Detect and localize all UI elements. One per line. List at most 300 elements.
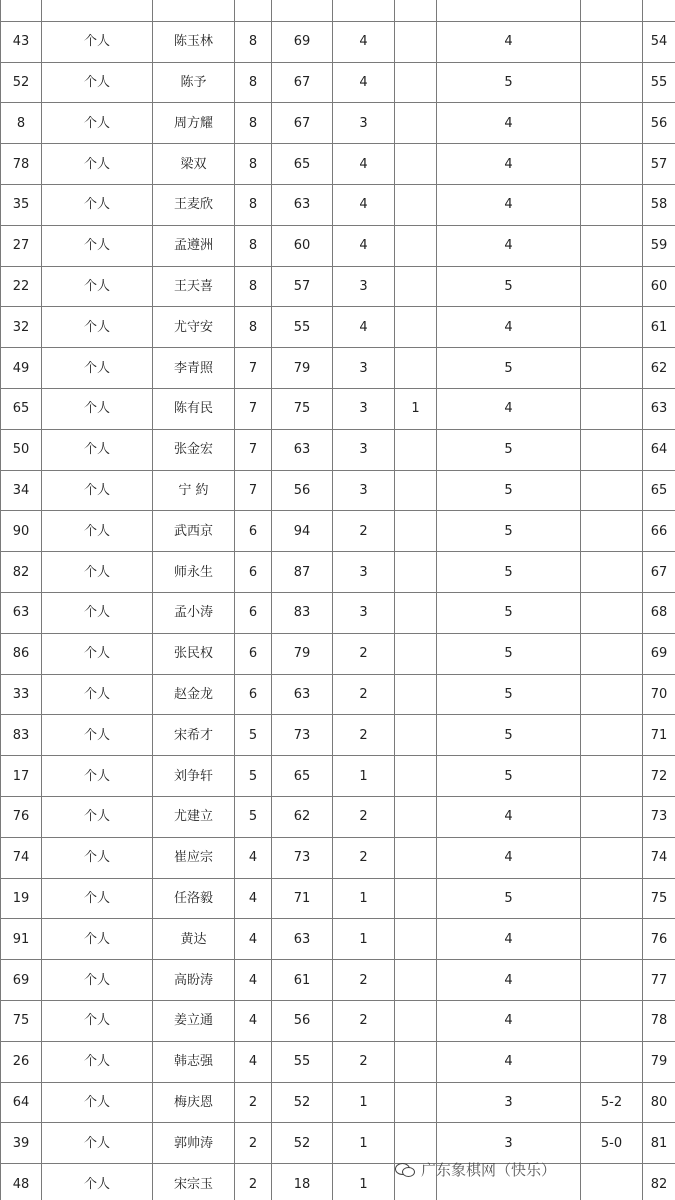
score-a-cell: 56 bbox=[272, 1000, 333, 1041]
rank-cell: 79 bbox=[643, 1041, 675, 1082]
category-cell: 个人 bbox=[42, 837, 153, 878]
score-d-cell: 4 bbox=[437, 796, 581, 837]
player-name-cell bbox=[153, 0, 235, 21]
points-cell: 8 bbox=[235, 62, 272, 103]
rank-cell: 77 bbox=[643, 960, 675, 1001]
category-cell: 个人 bbox=[42, 592, 153, 633]
category-cell: 个人 bbox=[42, 796, 153, 837]
player-no-cell: 50 bbox=[1, 429, 42, 470]
rank-cell: 58 bbox=[643, 184, 675, 225]
table-row bbox=[1, 756, 675, 797]
rank-cell: 71 bbox=[643, 715, 675, 756]
score-b-cell: 2 bbox=[333, 511, 395, 552]
category-cell: 个人 bbox=[42, 307, 153, 348]
rank-cell: 72 bbox=[643, 756, 675, 797]
category-cell: 个人 bbox=[42, 388, 153, 429]
score-a-cell: 55 bbox=[272, 1041, 333, 1082]
score-a-cell: 56 bbox=[272, 470, 333, 511]
player-name-cell: 陈有民 bbox=[153, 388, 235, 429]
player-name-cell: 任洛毅 bbox=[153, 878, 235, 919]
match-result-cell bbox=[581, 919, 643, 960]
score-d-cell bbox=[437, 0, 581, 21]
table-row bbox=[1, 144, 675, 185]
rank-cell: 65 bbox=[643, 470, 675, 511]
score-a-cell: 55 bbox=[272, 307, 333, 348]
points-cell: 4 bbox=[235, 837, 272, 878]
score-c-cell bbox=[395, 1123, 437, 1164]
score-d-cell: 4 bbox=[437, 960, 581, 1001]
score-d-cell: 4 bbox=[437, 1000, 581, 1041]
match-result-cell: 5-2 bbox=[581, 1082, 643, 1123]
player-no-cell: 52 bbox=[1, 62, 42, 103]
player-name-cell: 宋宗玉 bbox=[153, 1164, 235, 1200]
player-no-cell: 35 bbox=[1, 184, 42, 225]
player-name-cell: 周方耀 bbox=[153, 103, 235, 144]
category-cell: 个人 bbox=[42, 715, 153, 756]
score-b-cell: 2 bbox=[333, 674, 395, 715]
score-c-cell bbox=[395, 1041, 437, 1082]
score-b-cell: 3 bbox=[333, 470, 395, 511]
match-result-cell bbox=[581, 470, 643, 511]
table-row bbox=[1, 1082, 675, 1123]
score-a-cell: 87 bbox=[272, 552, 333, 593]
score-c-cell bbox=[395, 919, 437, 960]
score-a-cell: 94 bbox=[272, 511, 333, 552]
score-d-cell: 5 bbox=[437, 633, 581, 674]
table-row bbox=[1, 592, 675, 633]
score-b-cell: 3 bbox=[333, 552, 395, 593]
player-no-cell: 33 bbox=[1, 674, 42, 715]
player-no-cell: 32 bbox=[1, 307, 42, 348]
player-no-cell: 69 bbox=[1, 960, 42, 1001]
score-a-cell: 18 bbox=[272, 1164, 333, 1200]
score-c-cell bbox=[395, 796, 437, 837]
match-result-cell bbox=[581, 592, 643, 633]
score-d-cell: 5 bbox=[437, 715, 581, 756]
category-cell: 个人 bbox=[42, 756, 153, 797]
player-name-cell: 梁双 bbox=[153, 144, 235, 185]
score-b-cell: 4 bbox=[333, 62, 395, 103]
rank-cell: 76 bbox=[643, 919, 675, 960]
rank-cell: 66 bbox=[643, 511, 675, 552]
score-a-cell: 67 bbox=[272, 103, 333, 144]
player-no-cell: 82 bbox=[1, 552, 42, 593]
player-no-cell: 22 bbox=[1, 266, 42, 307]
score-d-cell: 5 bbox=[437, 266, 581, 307]
match-result-cell bbox=[581, 0, 643, 21]
points-cell: 7 bbox=[235, 470, 272, 511]
score-a-cell: 79 bbox=[272, 348, 333, 389]
match-result-cell bbox=[581, 1164, 643, 1200]
rank-cell: 67 bbox=[643, 552, 675, 593]
score-a-cell: 79 bbox=[272, 633, 333, 674]
player-name-cell: 姜立通 bbox=[153, 1000, 235, 1041]
points-cell: 2 bbox=[235, 1123, 272, 1164]
table-row bbox=[1, 225, 675, 266]
table-row bbox=[1, 388, 675, 429]
table-row bbox=[1, 960, 675, 1001]
points-cell: 8 bbox=[235, 21, 272, 62]
points-cell: 2 bbox=[235, 1082, 272, 1123]
score-c-cell bbox=[395, 266, 437, 307]
score-c-cell bbox=[395, 552, 437, 593]
score-c-cell bbox=[395, 225, 437, 266]
score-d-cell: 5 bbox=[437, 552, 581, 593]
player-name-cell: 黄达 bbox=[153, 919, 235, 960]
score-a-cell: 57 bbox=[272, 266, 333, 307]
category-cell: 个人 bbox=[42, 21, 153, 62]
match-result-cell bbox=[581, 633, 643, 674]
score-a-cell: 52 bbox=[272, 1082, 333, 1123]
score-b-cell: 4 bbox=[333, 225, 395, 266]
player-no-cell: 34 bbox=[1, 470, 42, 511]
watermark-text: 广东象棋网（快乐） bbox=[421, 1160, 557, 1179]
score-d-cell: 4 bbox=[437, 103, 581, 144]
table-row bbox=[1, 796, 675, 837]
score-a-cell: 63 bbox=[272, 429, 333, 470]
category-cell: 个人 bbox=[42, 1164, 153, 1200]
match-result-cell bbox=[581, 62, 643, 103]
score-c-cell bbox=[395, 103, 437, 144]
category-cell: 个人 bbox=[42, 1041, 153, 1082]
points-cell: 8 bbox=[235, 184, 272, 225]
match-result-cell bbox=[581, 184, 643, 225]
score-d-cell: 5 bbox=[437, 348, 581, 389]
rank-cell: 64 bbox=[643, 429, 675, 470]
score-a-cell: 65 bbox=[272, 756, 333, 797]
player-name-cell: 张民权 bbox=[153, 633, 235, 674]
points-cell: 4 bbox=[235, 878, 272, 919]
player-no-cell: 64 bbox=[1, 1082, 42, 1123]
table-row bbox=[1, 307, 675, 348]
category-cell: 个人 bbox=[42, 470, 153, 511]
player-no-cell: 76 bbox=[1, 796, 42, 837]
score-b-cell: 2 bbox=[333, 715, 395, 756]
points-cell: 7 bbox=[235, 348, 272, 389]
score-d-cell: 5 bbox=[437, 878, 581, 919]
points-cell: 5 bbox=[235, 756, 272, 797]
table-row bbox=[1, 470, 675, 511]
rank-cell: 59 bbox=[643, 225, 675, 266]
points-cell: 6 bbox=[235, 511, 272, 552]
match-result-cell bbox=[581, 1000, 643, 1041]
score-b-cell: 1 bbox=[333, 756, 395, 797]
points-cell: 8 bbox=[235, 144, 272, 185]
table-row bbox=[1, 21, 675, 62]
score-c-cell bbox=[395, 1164, 437, 1200]
score-b-cell: 1 bbox=[333, 1123, 395, 1164]
rank-cell bbox=[643, 0, 675, 21]
rank-cell: 74 bbox=[643, 837, 675, 878]
table-row bbox=[1, 837, 675, 878]
match-result-cell bbox=[581, 103, 643, 144]
score-d-cell bbox=[437, 1164, 581, 1200]
match-result-cell bbox=[581, 796, 643, 837]
score-b-cell bbox=[333, 0, 395, 21]
category-cell: 个人 bbox=[42, 633, 153, 674]
table-row bbox=[1, 715, 675, 756]
player-no-cell: 8 bbox=[1, 103, 42, 144]
score-d-cell: 4 bbox=[437, 1041, 581, 1082]
score-a-cell: 63 bbox=[272, 184, 333, 225]
player-no-cell: 86 bbox=[1, 633, 42, 674]
category-cell: 个人 bbox=[42, 878, 153, 919]
points-cell: 8 bbox=[235, 266, 272, 307]
score-d-cell: 3 bbox=[437, 1123, 581, 1164]
category-cell: 个人 bbox=[42, 552, 153, 593]
score-c-cell bbox=[395, 837, 437, 878]
category-cell: 个人 bbox=[42, 1000, 153, 1041]
points-cell: 8 bbox=[235, 307, 272, 348]
player-no-cell: 49 bbox=[1, 348, 42, 389]
score-a-cell: 71 bbox=[272, 878, 333, 919]
table-row bbox=[1, 1041, 675, 1082]
category-cell: 个人 bbox=[42, 144, 153, 185]
points-cell: 5 bbox=[235, 715, 272, 756]
rank-cell: 78 bbox=[643, 1000, 675, 1041]
score-b-cell: 2 bbox=[333, 960, 395, 1001]
points-cell: 7 bbox=[235, 388, 272, 429]
player-name-cell: 尤守安 bbox=[153, 307, 235, 348]
player-no-cell: 19 bbox=[1, 878, 42, 919]
category-cell: 个人 bbox=[42, 674, 153, 715]
score-d-cell: 5 bbox=[437, 674, 581, 715]
match-result-cell: 5-0 bbox=[581, 1123, 643, 1164]
player-name-cell: 陈玉林 bbox=[153, 21, 235, 62]
score-b-cell: 2 bbox=[333, 633, 395, 674]
score-c-cell bbox=[395, 756, 437, 797]
score-d-cell: 5 bbox=[437, 511, 581, 552]
player-name-cell: 李青照 bbox=[153, 348, 235, 389]
table-row bbox=[1, 1000, 675, 1041]
score-d-cell: 4 bbox=[437, 307, 581, 348]
points-cell: 6 bbox=[235, 633, 272, 674]
rank-cell: 57 bbox=[643, 144, 675, 185]
table-row bbox=[1, 674, 675, 715]
match-result-cell bbox=[581, 552, 643, 593]
score-b-cell: 1 bbox=[333, 1164, 395, 1200]
score-a-cell: 75 bbox=[272, 388, 333, 429]
player-no-cell: 83 bbox=[1, 715, 42, 756]
match-result-cell bbox=[581, 266, 643, 307]
table-row bbox=[1, 184, 675, 225]
score-c-cell: 1 bbox=[395, 388, 437, 429]
player-no-cell: 48 bbox=[1, 1164, 42, 1200]
player-no-cell: 91 bbox=[1, 919, 42, 960]
score-d-cell: 4 bbox=[437, 837, 581, 878]
match-result-cell bbox=[581, 756, 643, 797]
score-d-cell: 5 bbox=[437, 592, 581, 633]
score-c-cell bbox=[395, 592, 437, 633]
points-cell: 6 bbox=[235, 552, 272, 593]
score-a-cell: 62 bbox=[272, 796, 333, 837]
player-name-cell: 师永生 bbox=[153, 552, 235, 593]
player-no-cell: 17 bbox=[1, 756, 42, 797]
rank-cell: 54 bbox=[643, 21, 675, 62]
score-d-cell: 4 bbox=[437, 21, 581, 62]
player-name-cell: 郭帅涛 bbox=[153, 1123, 235, 1164]
player-no-cell: 65 bbox=[1, 388, 42, 429]
player-name-cell: 韩志强 bbox=[153, 1041, 235, 1082]
score-c-cell bbox=[395, 21, 437, 62]
category-cell: 个人 bbox=[42, 184, 153, 225]
player-name-cell: 王天喜 bbox=[153, 266, 235, 307]
score-c-cell bbox=[395, 348, 437, 389]
score-a-cell: 73 bbox=[272, 715, 333, 756]
category-cell: 个人 bbox=[42, 225, 153, 266]
score-a-cell: 65 bbox=[272, 144, 333, 185]
points-cell bbox=[235, 0, 272, 21]
score-c-cell bbox=[395, 184, 437, 225]
score-a-cell: 52 bbox=[272, 1123, 333, 1164]
table-row bbox=[1, 919, 675, 960]
rank-cell: 73 bbox=[643, 796, 675, 837]
player-no-cell: 39 bbox=[1, 1123, 42, 1164]
category-cell bbox=[42, 0, 153, 21]
score-c-cell bbox=[395, 470, 437, 511]
score-a-cell: 63 bbox=[272, 674, 333, 715]
category-cell: 个人 bbox=[42, 1082, 153, 1123]
player-no-cell: 27 bbox=[1, 225, 42, 266]
points-cell: 2 bbox=[235, 1164, 272, 1200]
rank-cell: 56 bbox=[643, 103, 675, 144]
score-c-cell bbox=[395, 429, 437, 470]
match-result-cell bbox=[581, 878, 643, 919]
score-a-cell: 60 bbox=[272, 225, 333, 266]
score-a-cell: 67 bbox=[272, 62, 333, 103]
player-name-cell: 宋希才 bbox=[153, 715, 235, 756]
score-b-cell: 3 bbox=[333, 348, 395, 389]
rank-cell: 62 bbox=[643, 348, 675, 389]
table-row bbox=[1, 511, 675, 552]
table-row bbox=[1, 266, 675, 307]
category-cell: 个人 bbox=[42, 266, 153, 307]
score-d-cell: 4 bbox=[437, 184, 581, 225]
score-d-cell: 4 bbox=[437, 388, 581, 429]
score-b-cell: 1 bbox=[333, 878, 395, 919]
score-b-cell: 4 bbox=[333, 144, 395, 185]
score-c-cell bbox=[395, 1082, 437, 1123]
standings-table-body bbox=[1, 0, 675, 1200]
table-row bbox=[1, 348, 675, 389]
table-row bbox=[1, 1123, 675, 1164]
score-a-cell: 69 bbox=[272, 21, 333, 62]
match-result-cell bbox=[581, 225, 643, 266]
score-d-cell: 5 bbox=[437, 429, 581, 470]
score-b-cell: 2 bbox=[333, 796, 395, 837]
player-no-cell: 26 bbox=[1, 1041, 42, 1082]
table-row bbox=[1, 1164, 675, 1200]
category-cell: 个人 bbox=[42, 960, 153, 1001]
rank-cell: 68 bbox=[643, 592, 675, 633]
score-c-cell bbox=[395, 307, 437, 348]
score-c-cell bbox=[395, 511, 437, 552]
score-c-cell bbox=[395, 62, 437, 103]
score-a-cell: 61 bbox=[272, 960, 333, 1001]
score-d-cell: 5 bbox=[437, 470, 581, 511]
player-no-cell: 90 bbox=[1, 511, 42, 552]
score-a-cell: 63 bbox=[272, 919, 333, 960]
score-c-cell bbox=[395, 960, 437, 1001]
match-result-cell bbox=[581, 307, 643, 348]
score-b-cell: 3 bbox=[333, 388, 395, 429]
player-no-cell: 43 bbox=[1, 21, 42, 62]
score-d-cell: 3 bbox=[437, 1082, 581, 1123]
category-cell: 个人 bbox=[42, 103, 153, 144]
category-cell: 个人 bbox=[42, 62, 153, 103]
points-cell: 7 bbox=[235, 429, 272, 470]
player-name-cell: 孟小涛 bbox=[153, 592, 235, 633]
score-b-cell: 2 bbox=[333, 1041, 395, 1082]
score-c-cell bbox=[395, 1000, 437, 1041]
match-result-cell bbox=[581, 21, 643, 62]
category-cell: 个人 bbox=[42, 511, 153, 552]
match-result-cell bbox=[581, 511, 643, 552]
player-name-cell: 武西京 bbox=[153, 511, 235, 552]
player-name-cell: 崔应宗 bbox=[153, 837, 235, 878]
points-cell: 4 bbox=[235, 919, 272, 960]
player-no-cell: 74 bbox=[1, 837, 42, 878]
player-name-cell: 梅庆恩 bbox=[153, 1082, 235, 1123]
table-row bbox=[1, 552, 675, 593]
score-d-cell: 5 bbox=[437, 756, 581, 797]
rank-cell: 69 bbox=[643, 633, 675, 674]
score-d-cell: 5 bbox=[437, 62, 581, 103]
points-cell: 8 bbox=[235, 225, 272, 266]
score-d-cell: 4 bbox=[437, 144, 581, 185]
player-no-cell: 75 bbox=[1, 1000, 42, 1041]
points-cell: 4 bbox=[235, 1000, 272, 1041]
score-a-cell: 73 bbox=[272, 837, 333, 878]
match-result-cell bbox=[581, 348, 643, 389]
score-b-cell: 3 bbox=[333, 266, 395, 307]
table-row bbox=[1, 62, 675, 103]
score-b-cell: 1 bbox=[333, 919, 395, 960]
category-cell: 个人 bbox=[42, 429, 153, 470]
score-b-cell: 1 bbox=[333, 1082, 395, 1123]
player-name-cell: 孟遵洲 bbox=[153, 225, 235, 266]
rank-cell: 61 bbox=[643, 307, 675, 348]
rank-cell: 63 bbox=[643, 388, 675, 429]
player-name-cell: 高盼涛 bbox=[153, 960, 235, 1001]
score-c-cell bbox=[395, 633, 437, 674]
match-result-cell bbox=[581, 144, 643, 185]
category-cell: 个人 bbox=[42, 348, 153, 389]
table-row bbox=[1, 103, 675, 144]
player-name-cell: 赵金龙 bbox=[153, 674, 235, 715]
points-cell: 8 bbox=[235, 103, 272, 144]
rank-cell: 70 bbox=[643, 674, 675, 715]
player-no-cell: 78 bbox=[1, 144, 42, 185]
player-name-cell: 张金宏 bbox=[153, 429, 235, 470]
score-c-cell bbox=[395, 674, 437, 715]
player-no-cell: 63 bbox=[1, 592, 42, 633]
rank-cell: 55 bbox=[643, 62, 675, 103]
player-name-cell: 宁 約 bbox=[153, 470, 235, 511]
points-cell: 6 bbox=[235, 674, 272, 715]
table-row bbox=[1, 633, 675, 674]
score-d-cell: 4 bbox=[437, 919, 581, 960]
points-cell: 6 bbox=[235, 592, 272, 633]
table-row bbox=[1, 878, 675, 919]
match-result-cell bbox=[581, 960, 643, 1001]
table-row bbox=[1, 429, 675, 470]
score-c-cell bbox=[395, 0, 437, 21]
score-c-cell bbox=[395, 144, 437, 185]
player-name-cell: 刘争轩 bbox=[153, 756, 235, 797]
score-c-cell bbox=[395, 878, 437, 919]
rank-cell: 81 bbox=[643, 1123, 675, 1164]
